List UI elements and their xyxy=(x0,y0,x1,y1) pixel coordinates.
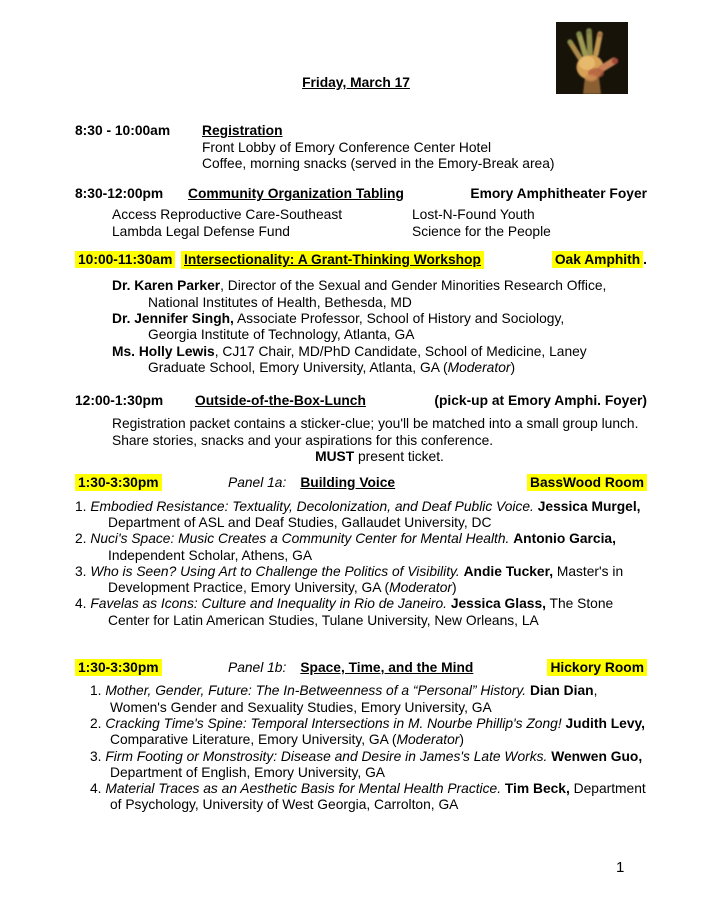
tabling-time: 8:30-12:00pm xyxy=(75,186,164,202)
panel-item: 2. Cracking Time's Spine: Temporal Intersections in M. Nourbe Phillip's Zong! Judith Levy, Comparative Literature, Emory University, GA (Moderator) xyxy=(90,715,645,748)
panel-item: 4. Material Traces as an Aesthetic Basis for Mental Health Practice. Tim Beck, Department of Psychology, University of West Georgia, Carrolton, GA xyxy=(90,781,646,813)
page-title: Friday, March 17 xyxy=(302,75,410,90)
panel-1b-label: Panel 1b: xyxy=(228,660,287,676)
lunch-header xyxy=(75,393,647,409)
speaker-entry: Ms. Holly Lewis, CJ17 Chair, MD/PhD Candidate, School of Medicine, Laney Graduate School, Emory University, Atlanta, GA (Moderator) xyxy=(112,343,587,375)
panel-1a-time: 1:30-3:30pm xyxy=(75,474,162,491)
workshop-header xyxy=(75,251,647,269)
panel-item: 2. Nuci's Space: Music Creates a Community Center for Mental Health. Antonio Garcia, Independent Scholar, Athens, GA xyxy=(75,531,616,563)
panel-item: 3. Who is Seen? Using Art to Challenge the Politics of Visibility. Andie Tucker, Master's in Development Practice, Emory University, GA (Moderator) xyxy=(75,563,624,596)
tabling-title: Community Organization Tabling xyxy=(188,186,404,202)
tabling-orgs-right xyxy=(412,207,551,240)
section-lunch xyxy=(75,393,647,465)
registration-title: Registration xyxy=(202,123,283,139)
panel-1a-items xyxy=(75,499,647,629)
workshop-location: Oak Amphith xyxy=(552,251,643,268)
panel-1a-header xyxy=(75,475,647,491)
panel-1a-room: BassWood Room xyxy=(527,474,647,491)
org-item: Lambda Legal Defense Fund xyxy=(112,223,290,239)
section-workshop xyxy=(75,251,647,376)
section-tabling xyxy=(75,186,647,240)
section-panel-1b xyxy=(75,660,647,814)
workshop-time-cell xyxy=(75,252,181,268)
speaker-entry: Dr. Karen Parker, Director of the Sexual and Gender Minorities Research Office, National Institutes of Health, Bethesda, MD xyxy=(112,278,607,310)
registration-header xyxy=(75,123,647,139)
asl-open-hand-photo xyxy=(556,22,628,94)
workshop-speakers xyxy=(75,278,647,376)
panel-item: 3. Firm Footing or Monstrosity: Disease and Desire in James's Late Works. Wenwen Guo, Department of English, Emory University, GA xyxy=(90,748,643,780)
speaker-entry: Dr. Jennifer Singh, Associate Professor, School of History and Sociology, Georgia Institute of Technology, Atlanta, GA xyxy=(112,310,565,343)
registration-detail-line: Coffee, morning snacks (served in the Emory-Break area) xyxy=(202,155,555,171)
lunch-description-block xyxy=(112,416,647,465)
section-panel-1a xyxy=(75,475,647,629)
lunch-ticket-line: MUST present ticket. xyxy=(315,449,444,465)
tabling-orgs-row xyxy=(112,207,647,240)
panel-item: 1. Mother, Gender, Future: The In-Betweenness of a “Personal” History. Dian Dian, Women's Gender and Sexuality Studies, Emory University, GA xyxy=(90,683,598,715)
panel-1b-time-cell xyxy=(75,660,228,676)
lunch-note: (pick-up at Emory Amphi. Foyer) xyxy=(434,393,647,409)
panel-item: 4. Favelas as Icons: Culture and Inequality in Rio de Janeiro. Jessica Glass, The Stone Center for Latin American Studies, Tulane University, New Orleans, LA xyxy=(75,596,614,628)
org-item: Lost-N-Found Youth xyxy=(412,207,535,223)
panel-1b-title: Space, Time, and the Mind xyxy=(300,660,474,676)
page-number: 1 xyxy=(616,859,625,876)
panel-1b-header xyxy=(75,660,647,676)
lunch-time: 12:00-1:30pm xyxy=(75,393,164,409)
panel-1b-items xyxy=(75,683,647,813)
panel-1a-label: Panel 1a: xyxy=(228,475,287,491)
org-item: Access Reproductive Care-Southeast xyxy=(112,207,343,223)
panel-1a-title: Building Voice xyxy=(300,475,396,491)
section-registration xyxy=(75,123,647,172)
panel-1b-room: Hickory Room xyxy=(547,659,647,676)
org-item: Science for the People xyxy=(412,223,551,239)
workshop-time: 10:00-11:30am xyxy=(75,251,175,268)
tabling-header xyxy=(75,186,647,202)
workshop-location-wrap xyxy=(552,252,647,268)
lunch-description: Registration packet contains a sticker-clue; you'll be matched into a small group lunch. Share stories, snacks and your aspirations for this conference. xyxy=(112,416,639,448)
panel-1b-room-wrap xyxy=(547,660,647,676)
registration-detail-line: Front Lobby of Emory Conference Center Hotel xyxy=(202,139,492,155)
workshop-title: Intersectionality: A Grant-Thinking Workshop xyxy=(181,251,484,269)
panel-1a-time-cell xyxy=(75,475,228,491)
panel-1a-room-wrap xyxy=(527,475,647,491)
lunch-title: Outside-of-the-Box-Lunch xyxy=(195,393,366,409)
panel-1b-time: 1:30-3:30pm xyxy=(75,659,162,676)
tabling-orgs-left xyxy=(112,207,412,240)
panel-item: 1. Embodied Resistance: Textuality, Decolonization, and Deaf Public Voice. Jessica Murgel, Department of ASL and Deaf Studies, Gallaudet University, DC xyxy=(75,498,641,530)
tabling-location: Emory Amphitheater Foyer xyxy=(470,186,647,202)
registration-time: 8:30 - 10:00am xyxy=(75,123,171,139)
workshop-location-suffix: . xyxy=(643,252,647,268)
